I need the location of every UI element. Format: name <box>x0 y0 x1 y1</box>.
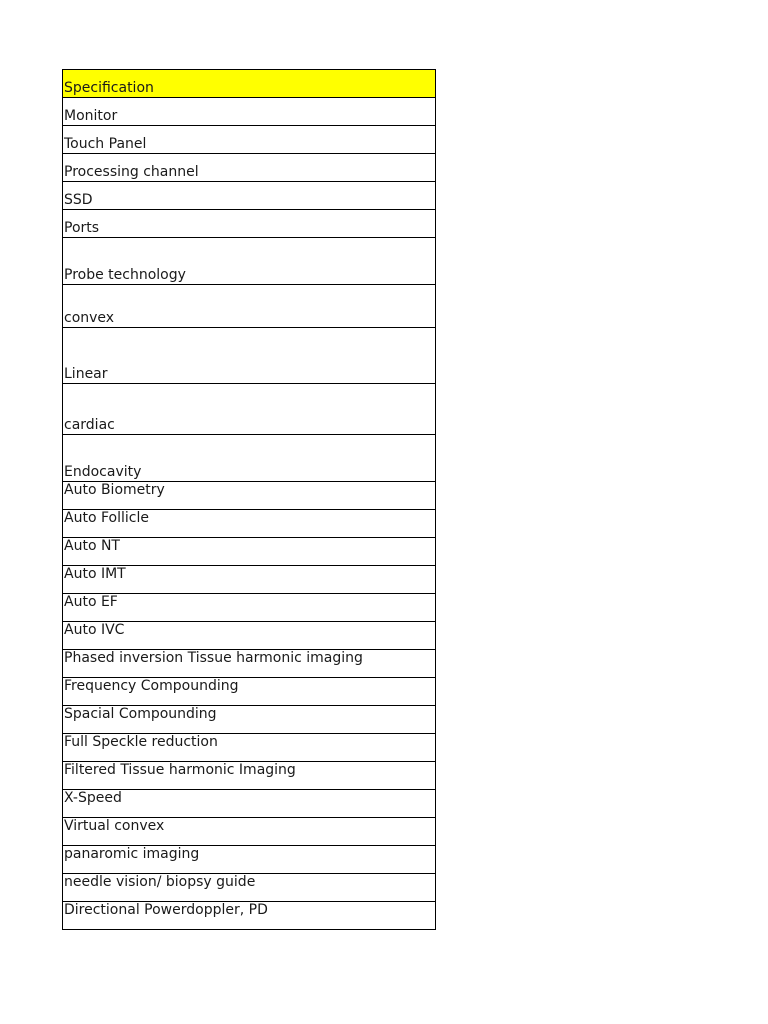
table-row <box>63 538 436 566</box>
table-row <box>63 328 436 384</box>
cell-ssd[interactable]: SSD <box>63 182 436 210</box>
table-row <box>63 818 436 846</box>
table-row <box>63 154 436 182</box>
cell-needle-vision[interactable]: needle vision/ biopsy guide <box>63 874 436 902</box>
cell-phased-inversion-thi[interactable]: Phased inversion Tissue harmonic imaging <box>63 650 436 678</box>
table-row <box>63 874 436 902</box>
header-cell-specification[interactable]: Specification <box>63 70 436 98</box>
table-row <box>63 622 436 650</box>
cell-frequency-compounding[interactable]: Frequency Compounding <box>63 678 436 706</box>
table-row <box>63 238 436 285</box>
cell-endocavity[interactable]: Endocavity <box>63 435 436 482</box>
cell-convex[interactable]: convex <box>63 285 436 328</box>
cell-linear[interactable]: Linear <box>63 328 436 384</box>
cell-ports[interactable]: Ports <box>63 210 436 238</box>
cell-cardiac[interactable]: cardiac <box>63 384 436 435</box>
table-row <box>63 650 436 678</box>
table-row <box>63 435 436 482</box>
cell-probe-technology[interactable]: Probe technology <box>63 238 436 285</box>
cell-auto-ivc[interactable]: Auto IVC <box>63 622 436 650</box>
cell-virtual-convex[interactable]: Virtual convex <box>63 818 436 846</box>
table-row <box>63 678 436 706</box>
table-row <box>63 790 436 818</box>
cell-auto-nt[interactable]: Auto NT <box>63 538 436 566</box>
table-row <box>63 285 436 328</box>
table-row <box>63 566 436 594</box>
table-row <box>63 182 436 210</box>
header-row <box>63 70 436 98</box>
cell-touch-panel[interactable]: Touch Panel <box>63 126 436 154</box>
table-row <box>63 706 436 734</box>
cell-processing-channel[interactable]: Processing channel <box>63 154 436 182</box>
table-row <box>63 210 436 238</box>
table-row <box>63 734 436 762</box>
specification-table <box>62 69 436 930</box>
table-row <box>63 902 436 930</box>
cell-monitor[interactable]: Monitor <box>63 98 436 126</box>
table-row <box>63 846 436 874</box>
table-row <box>63 510 436 538</box>
table-row <box>63 594 436 622</box>
cell-full-speckle-reduction[interactable]: Full Speckle reduction <box>63 734 436 762</box>
cell-directional-powerdoppler[interactable]: Directional Powerdoppler, PD <box>63 902 436 930</box>
cell-auto-ef[interactable]: Auto EF <box>63 594 436 622</box>
table-row <box>63 482 436 510</box>
cell-auto-imt[interactable]: Auto IMT <box>63 566 436 594</box>
cell-x-speed[interactable]: X-Speed <box>63 790 436 818</box>
cell-auto-biometry[interactable]: Auto Biometry <box>63 482 436 510</box>
table-row <box>63 384 436 435</box>
cell-filtered-thi[interactable]: Filtered Tissue harmonic Imaging <box>63 762 436 790</box>
cell-auto-follicle[interactable]: Auto Follicle <box>63 510 436 538</box>
table-row <box>63 762 436 790</box>
cell-panaromic-imaging[interactable]: panaromic imaging <box>63 846 436 874</box>
cell-spacial-compounding[interactable]: Spacial Compounding <box>63 706 436 734</box>
table-row <box>63 98 436 126</box>
table-row <box>63 126 436 154</box>
